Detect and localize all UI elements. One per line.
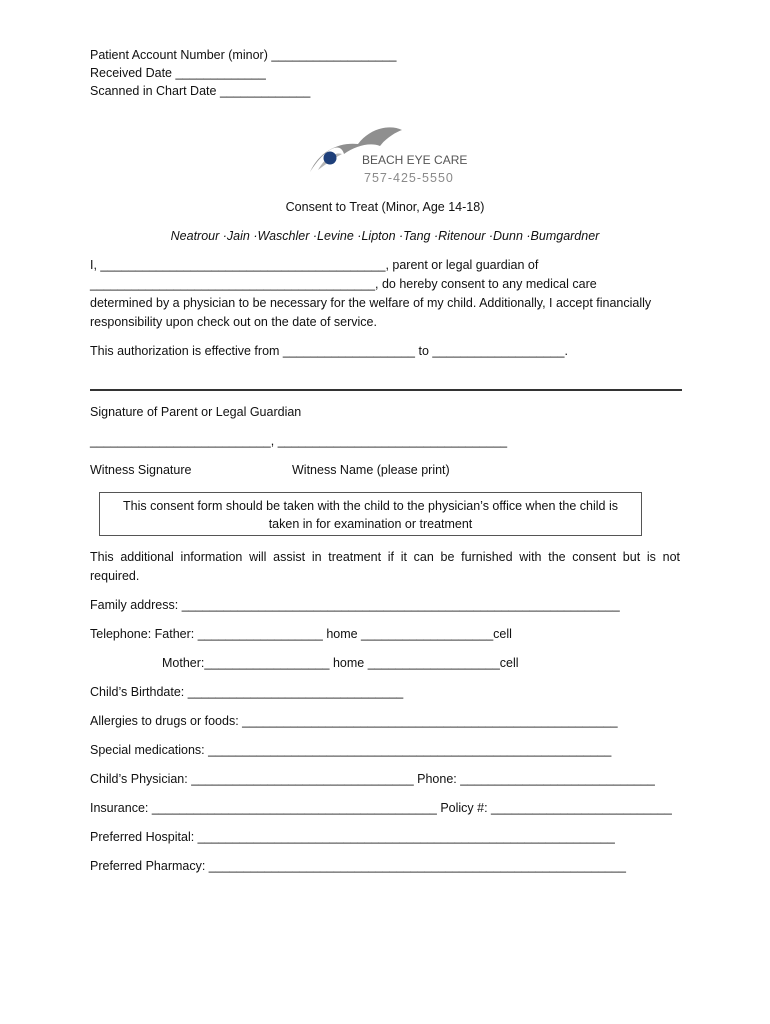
- witness-signature-label: Witness Signature: [90, 463, 192, 477]
- logo-phone: 757-425-5550: [364, 171, 454, 185]
- telephone-mother-field: Mother:__________________ home ___________________cell: [162, 656, 519, 670]
- consent-line-1: I, _________________________________________, parent or legal guardian of: [90, 258, 539, 272]
- additional-info-line-1: This additional information will assist in treatment if it can be furnished with the consent but is not: [90, 550, 680, 564]
- consent-line-3: determined by a physician to be necessary for the welfare of my child. Additionally, I accept financially: [90, 296, 652, 310]
- consent-line-4: responsibility upon check out on the date of service.: [90, 315, 377, 329]
- signature-rule: [90, 389, 682, 391]
- child-birthdate-field: Child’s Birthdate: _______________________________: [90, 685, 404, 699]
- preferred-hospital-field: Preferred Hospital: ____________________________________________________________: [90, 830, 615, 844]
- effective-dates-line: This authorization is effective from ___________________ to ___________________.: [90, 344, 568, 358]
- preferred-pharmacy-field: Preferred Pharmacy: ____________________________________________________________: [90, 859, 626, 873]
- consent-line-2: _________________________________________, do hereby consent to any medical care: [90, 277, 597, 291]
- received-date-line: Received Date _____________: [90, 66, 266, 80]
- witness-signature-lines: __________________________, _________________________________: [90, 434, 508, 448]
- patient-account-number-line: Patient Account Number (minor) __________________: [90, 48, 397, 62]
- allergies-field: Allergies to drugs or foods: ______________________________________________________: [90, 714, 618, 728]
- logo-name: BEACH EYE CARE: [362, 153, 468, 167]
- additional-info-line-2: required.: [90, 569, 140, 583]
- notice-box: [99, 492, 642, 536]
- form-title: Consent to Treat (Minor, Age 14-18): [285, 200, 485, 214]
- notice-line-2: taken in for examination or treatment: [268, 517, 473, 531]
- child-physician-field: Child’s Physician: ________________________________ Phone: ____________________________: [90, 772, 655, 786]
- parent-signature-label: Signature of Parent or Legal Guardian: [90, 405, 302, 419]
- notice-line-1: This consent form should be taken with the child to the physician’s office when the child is: [123, 499, 618, 513]
- beach-eye-care-logo: [300, 120, 480, 190]
- scanned-date-line: Scanned in Chart Date _____________: [90, 84, 311, 98]
- doctor-names: Neatrour ·Jain ·Waschler ·Levine ·Lipton ·Tang ·Ritenour ·Dunn ·Bumgardner: [170, 229, 600, 243]
- telephone-father-field: Telephone: Father: __________________ home ___________________cell: [90, 627, 512, 641]
- witness-name-label: Witness Name (please print): [292, 463, 450, 477]
- family-address-field: Family address: _______________________________________________________________: [90, 598, 620, 612]
- insurance-field: Insurance: _________________________________________ Policy #: __________________________: [90, 801, 672, 815]
- special-medications-field: Special medications: __________________________________________________________: [90, 743, 612, 757]
